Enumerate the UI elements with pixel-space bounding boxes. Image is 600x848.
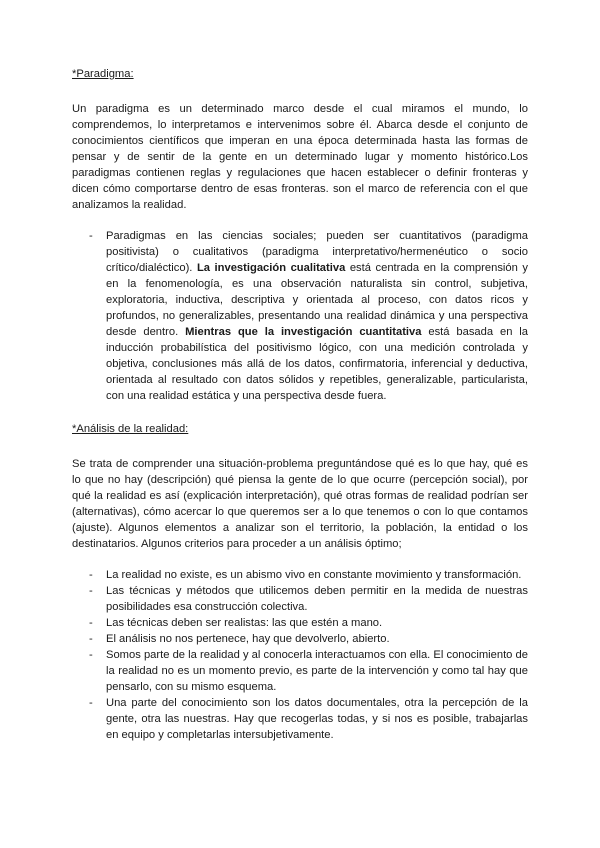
criterios-list	[72, 567, 528, 743]
bullet-text: Las técnicas y métodos que utilicemos deben permitir en la medida de nuestras posibilidades esa construcción colectiva.	[106, 585, 528, 613]
bullet-text: Somos parte de la realidad y al conocerla interactuamos con ella. El conocimiento de la realidad no es un momento previo, es parte de la intervención y como tal hay que pensarlo, con su mismo esquema.	[106, 649, 528, 693]
bullet-text: está centrada en la comprensión y en la fenomenología, es una observación naturalista sin control, subjetiva, exploratoria, inductiva, descriptiva y orientada al proceso, con datos ricos y profundos, no generalizables, presentando una realidad dinámica y una perspectiva desde dentro.	[106, 262, 528, 338]
bold-phrase-cualitativa: La investigación cualitativa	[196, 262, 346, 274]
list-item	[72, 695, 528, 743]
bullet-text: El análisis no nos pertenece, hay que devolverlo, abierto.	[106, 633, 390, 645]
list-item	[72, 567, 528, 583]
paradigma-paragraph: Un paradigma es un determinado marco desde el cual miramos el mundo, lo comprendemos, lo interpretamos e intervenimos sobre él. Abarca desde el conjunto de conocimientos científicos que imperan en una época determinada hasta las formas de pensar y de sentir de la gente en un determinado lugar y momento histórico.Los paradigmas contienen reglas y regulaciones que hacen establecer o definir fronteras y dicen cómo comportarse dentro de esas fronteras. son el marco de referencia con el que analizamos la realidad.	[72, 103, 528, 211]
bullet-text: La realidad no existe, es un abismo vivo en constante movimiento y transformación.	[106, 569, 522, 581]
list-item	[72, 631, 528, 647]
list-item	[72, 228, 528, 404]
list-dash: -	[89, 230, 93, 242]
bullet-text: está basada en la inducción probabilística del positivismo lógico, con una medición controlada y objetiva, conclusiones más allá de los datos, confirmatoria, inferencial y deductiva, orientada al resultado con datos sólidos y repetibles, generalizable, particularista, con una realidad estática y una perspectiva desde fuera.	[106, 326, 528, 402]
list-dash: -	[89, 617, 93, 629]
list-dash: -	[89, 697, 93, 709]
list-dash: -	[89, 633, 93, 645]
section-heading-analisis: *Análisis de la realidad:	[72, 423, 189, 435]
bullet-text: Paradigmas en las ciencias sociales; pueden ser cuantitativos (paradigma positivista) o cualitativos (paradigma interpretativo/hermenéutico o socio crítico/dialéctico).	[106, 230, 528, 274]
list-item	[72, 615, 528, 631]
analisis-paragraph: Se trata de comprender una situación-problema preguntándose qué es lo que hay, qué es lo que no hay (descripción) qué piensa la gente de lo que ocurre (percepción social), por qué la realidad es así (explicación interpretación), qué otras formas de realidad podrían ser (alternativas), cómo acercar lo que queremos ser a lo que tenemos o con lo que contamos (ajuste). Algunos elementos a analizar son el territorio, la población, la entidad o los destinatarios. Algunos criterios para proceder a un análisis óptimo;	[72, 458, 528, 550]
document-page	[72, 66, 528, 743]
list-dash: -	[89, 649, 93, 661]
section-heading-paradigma: *Paradigma:	[72, 68, 134, 80]
list-dash: -	[89, 585, 93, 597]
paradigma-list	[72, 228, 528, 404]
bullet-text: Una parte del conocimiento son los datos documentales, otra la percepción de la gente, otra las nuestras. Hay que recogerlas todas, y si nos es posible, trabajarlas en equipo y completarlas intersubjetivamente.	[106, 697, 528, 741]
list-item	[72, 583, 528, 615]
bullet-text: Las técnicas deben ser realistas: las que estén a mano.	[106, 617, 383, 629]
list-item	[72, 647, 528, 695]
bold-phrase-cuantitativa: Mientras que la investigación cuantitativa	[185, 326, 422, 338]
list-dash: -	[89, 569, 93, 581]
